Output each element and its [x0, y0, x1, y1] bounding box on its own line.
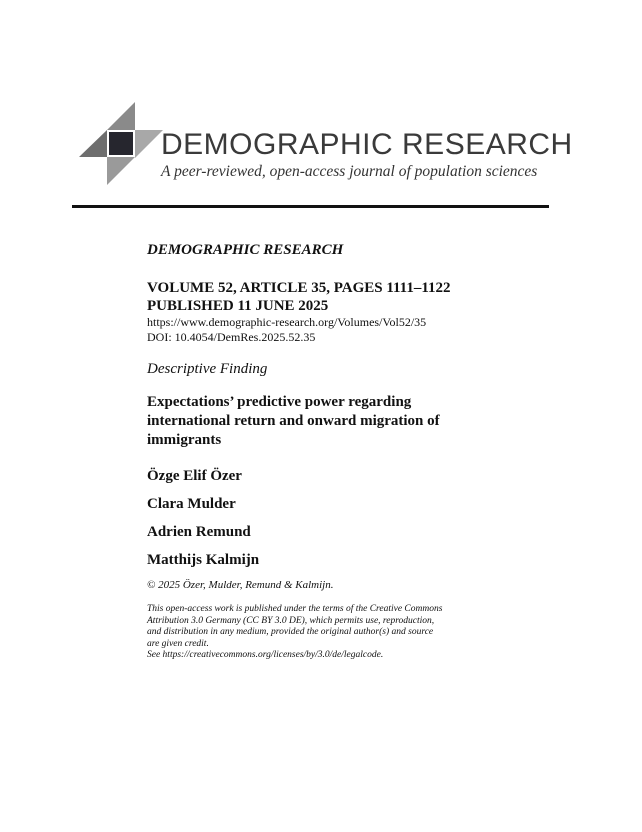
volume-line: VOLUME 52, ARTICLE 35, PAGES 1111–1122	[147, 280, 451, 296]
license-line: are given credit.	[147, 638, 209, 649]
author-name: Clara Mulder	[147, 496, 236, 512]
author-name: Matthijs Kalmijn	[147, 552, 260, 568]
author-list	[147, 466, 547, 570]
journal-name: DEMOGRAPHIC RESEARCH	[147, 242, 344, 258]
journal-tagline: A peer-reviewed, open-access journal of population sciences	[161, 163, 538, 180]
license-link[interactable]: See https://creativecommons.org/licenses/by/3.0/de/legalcode.	[147, 650, 384, 660]
article-info	[147, 240, 547, 662]
published-line: PUBLISHED 11 JUNE 2025	[147, 298, 329, 314]
license-notice	[147, 604, 492, 662]
license-line: This open-access work is published under the terms of the Creative Commons	[147, 604, 443, 614]
journal-logo-icon	[78, 100, 164, 186]
author-name: Özge Elif Özer	[147, 468, 242, 484]
article-title: Expectations’ predictive power regarding international return and onward migration of immigrants	[147, 394, 440, 448]
article-doi[interactable]: DOI: 10.4054/DemRes.2025.52.35	[147, 330, 316, 344]
header-divider	[72, 205, 549, 208]
license-line: and distribution in any medium, provided the original author(s) and source	[147, 627, 434, 637]
article-type: Descriptive Finding	[147, 361, 268, 377]
license-line: Attribution 3.0 Germany (CC BY 3.0 DE), which permits use, reproduction,	[147, 615, 435, 626]
article-url[interactable]: https://www.demographic-research.org/Volumes/Vol52/35	[147, 315, 427, 329]
journal-title: DEMOGRAPHIC RESEARCH	[161, 128, 573, 161]
author-name: Adrien Remund	[147, 524, 251, 540]
copyright-notice: © 2025 Özer, Mulder, Remund & Kalmijn.	[147, 579, 334, 591]
